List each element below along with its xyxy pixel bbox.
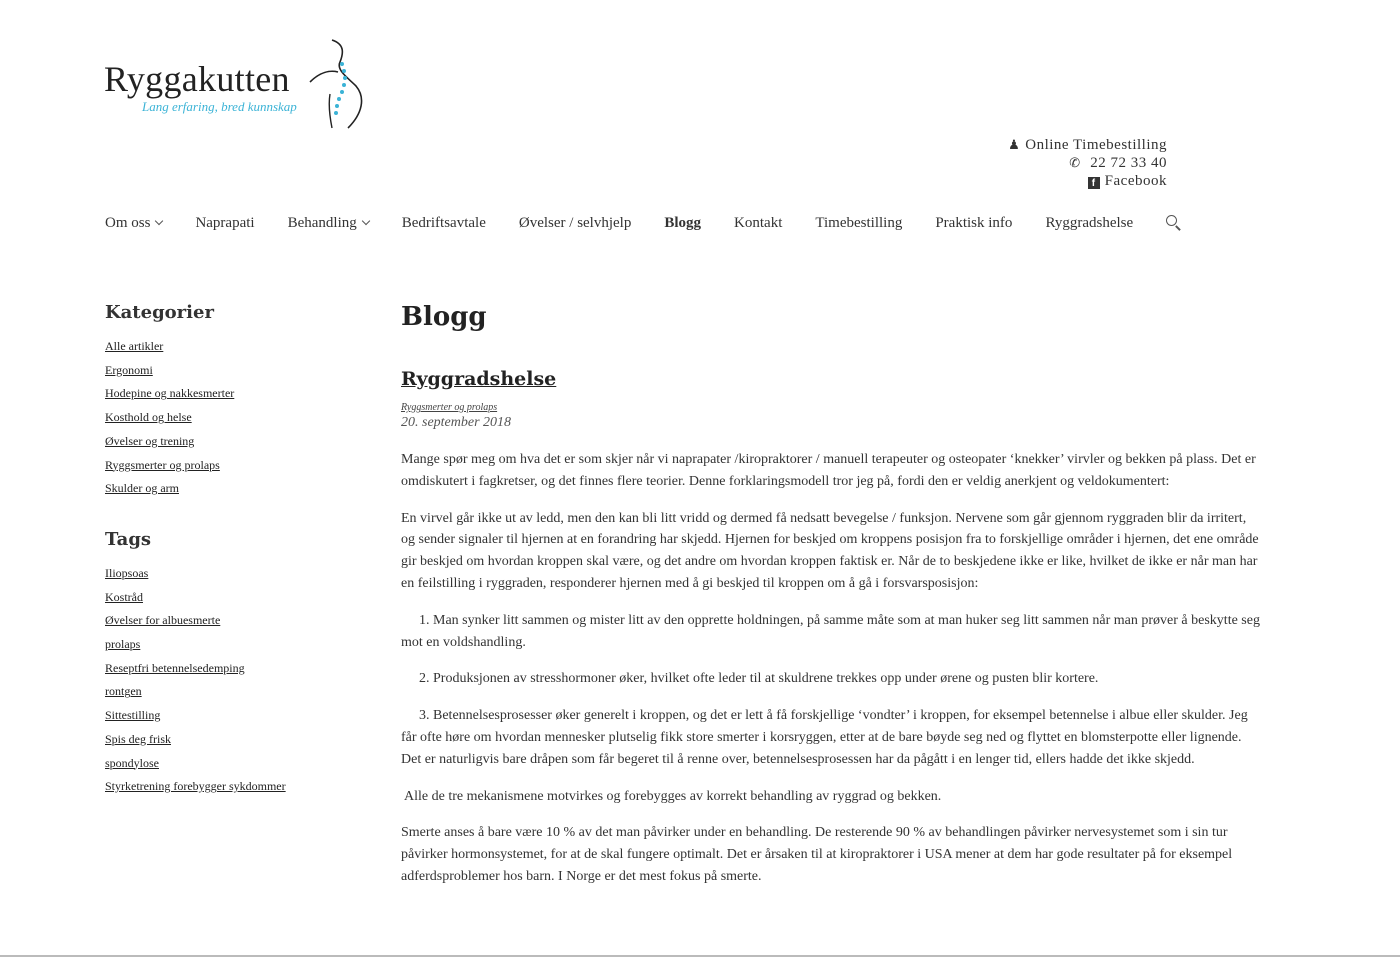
post-category-link[interactable]: Ryggsmerter og prolaps: [401, 402, 498, 413]
tag-item[interactable]: [105, 680, 365, 704]
nav-item-ovelser[interactable]: [519, 215, 631, 232]
nav-item-label: Blogg: [664, 214, 702, 231]
tag-item[interactable]: [105, 728, 365, 752]
tag-link[interactable]: Reseptfri betennelsedemping: [105, 660, 245, 675]
tag-link[interactable]: Øvelser for albuesmerte: [105, 613, 221, 628]
nav-item-naprapati[interactable]: [195, 215, 254, 232]
chevron-down-icon: [361, 216, 369, 224]
tag-item[interactable]: [105, 775, 365, 799]
bottom-divider: [0, 955, 1400, 957]
tag-link[interactable]: Iliopsoas: [105, 565, 149, 580]
nav-item-label: Ryggradshelse: [1045, 214, 1134, 231]
tag-link[interactable]: prolaps: [105, 637, 141, 652]
nav-item-label: Bedriftsavtale: [401, 214, 486, 231]
category-link[interactable]: Ryggsmerter og prolaps: [105, 457, 220, 472]
category-link[interactable]: Kosthold og helse: [105, 410, 192, 425]
category-link[interactable]: Ergonomi: [105, 362, 153, 377]
facebook-icon: f: [1088, 177, 1100, 189]
nav-item-label: Praktisk info: [935, 214, 1013, 231]
tag-link[interactable]: spondylose: [105, 755, 159, 770]
post-paragraph: Mange spør meg om hva det er som skjer når vi naprapater /kiropraktorer / manuell terapeuter og osteopater ‘knekker’ virvler og bekken på plass. Det er omdiskutert i fagkretser, og det finnes flere teorier. Denne forklaringsmodell tror jeg på, fordi den er veldig anerkjent og veldokumentert:: [401, 452, 1256, 489]
categories-list: [105, 335, 365, 501]
sidebar: [105, 302, 365, 827]
phone-link[interactable]: [1007, 154, 1167, 172]
post-list-item: 3. Betennelsesprosesser øker generelt i kroppen, og det er lett å få forskjellige ‘vondter’ i kroppen, for eksempel betennelse i albue eller skulder. Jeg får ofte høre om hvordan mennesker plutselig fikk store smerter i korsryggen, etter at de bare bøyde seg ned og flyttet en blomsterpotte eller lignende. Det er naturligvis bare dråpen som får begeret til å renne over, betennelsesprosessen har da pågått i en lenger tid, ellers hadde det ikke skjedd.: [401, 708, 1248, 767]
tag-item[interactable]: [105, 752, 365, 776]
online-booking-label: Online Timebestilling: [1025, 137, 1167, 153]
logo-tagline: Lang erfaring, bred kunnskap: [142, 99, 297, 114]
post-list-item: 1. Man synker litt sammen og mister litt av den opprette holdningen, på samme måte som at man huker seg litt sammen når man prøver å beskytte seg mot en voldshandling.: [401, 612, 1260, 650]
blog-post: [401, 368, 1261, 888]
online-booking-link[interactable]: [1007, 136, 1167, 154]
tag-link[interactable]: rontgen: [105, 684, 142, 699]
nav-item-behandling[interactable]: [288, 215, 369, 232]
tag-link[interactable]: Sittestilling: [105, 708, 161, 723]
nav-item-om-oss[interactable]: [105, 215, 162, 232]
tag-item[interactable]: [105, 609, 365, 633]
search-icon[interactable]: [1166, 215, 1182, 231]
post-date: 20. september 2018: [401, 415, 512, 430]
tag-link[interactable]: Styrketrening forebygger sykdommer: [105, 779, 286, 794]
nav-item-praktisk-info[interactable]: [935, 215, 1012, 232]
category-item[interactable]: [105, 454, 365, 478]
post-paragraph: En virvel går ikke ut av ledd, men den kan bli litt vridd og dermed få nedsatt bevegelse / funksjon. Nervene som går gjennom ryggraden blir da irritert, og sender signaler til hjernen at en forandring har skjedd. Hjernen for beskjed om kroppens posisjon fra to forskjellige områder i hjernen, det ene område gir beskjed om hvordan kroppen skal være, og det andre om hvordan kroppen faktisk er. Når de to beskjedene ikke er like, hvilket de ikke er når man har en feilstilling i ryggraden, responderer hjernen med å gi beskjed til kroppen om å gå i forsvarsposisjon:: [401, 510, 1259, 591]
tags-heading: Tags: [105, 528, 152, 550]
categories-heading: Kategorier: [105, 302, 214, 323]
tag-link[interactable]: Kostråd: [105, 589, 143, 604]
post-title-link[interactable]: Ryggradshelse: [401, 368, 557, 390]
category-link[interactable]: Hodepine og nakkesmerter: [105, 386, 235, 401]
post-paragraph: Alle de tre mekanismene motvirkes og forebygges av korrekt behandling av ryggrad og bekken.: [404, 788, 942, 804]
tag-item[interactable]: [105, 633, 365, 657]
nav-item-label: Behandling: [287, 214, 357, 231]
top-utility-links: [1007, 136, 1167, 190]
site-logo[interactable]: [104, 36, 374, 132]
nav-item-label: Kontakt: [734, 214, 783, 231]
post-paragraph: Smerte anses å bare være 10 % av det man påvirker under en behandling. De resterende 90 % av behandlingen påvirker nervesystemet som i sin tur påvirker hormonsystemet, for at de skal fungere optimalt. Det er årsaken til at kiropraktorer i USA mener at dem har gode resultater på for eksempel adferdsproblemer hos barn. I Norge er det mest fokus på smerte.: [401, 825, 1233, 884]
logo-name: Ryggakutten: [104, 59, 290, 99]
nav-item-timebestilling[interactable]: [815, 215, 902, 232]
nav-item-kontakt[interactable]: [734, 215, 782, 232]
nav-item-label: Timebestilling: [815, 214, 903, 231]
category-link[interactable]: Skulder og arm: [105, 481, 179, 496]
nav-item-label: Naprapati: [195, 214, 255, 231]
tag-link[interactable]: Spis deg frisk: [105, 731, 171, 746]
main-content: [401, 302, 1261, 903]
tags-list: [105, 562, 365, 799]
category-link[interactable]: Øvelser og trening: [105, 433, 195, 448]
category-item[interactable]: [105, 430, 365, 454]
nav-item-bedriftsavtale[interactable]: [402, 215, 486, 232]
chevron-down-icon: [155, 216, 163, 224]
category-link[interactable]: Alle artikler: [105, 339, 164, 353]
page-title: Blogg: [401, 302, 487, 332]
spine-icon: [304, 36, 370, 132]
phone-number: 22 72 33 40: [1090, 155, 1167, 171]
post-list-item: 2. Produksjonen av stresshormoner øker, hvilket ofte leder til at skuldrene trekkes opp under ørene og pusten blir kortere.: [419, 671, 1099, 687]
facebook-label: Facebook: [1104, 173, 1167, 189]
user-icon: ♟: [1008, 137, 1021, 152]
category-item[interactable]: [105, 359, 365, 383]
nav-item-ryggradshelse[interactable]: [1045, 215, 1133, 232]
nav-item-blogg[interactable]: [664, 215, 701, 232]
main-nav: [105, 213, 1182, 233]
facebook-link[interactable]: [1007, 172, 1167, 190]
phone-icon: ✆: [1069, 155, 1081, 170]
tag-item[interactable]: [105, 562, 365, 586]
nav-item-label: Om oss: [105, 214, 151, 231]
category-item[interactable]: [105, 406, 365, 430]
tag-item[interactable]: [105, 704, 365, 728]
category-item[interactable]: [105, 477, 365, 501]
category-item[interactable]: [105, 335, 365, 359]
tag-item[interactable]: [105, 586, 365, 610]
nav-item-label: Øvelser / selvhjelp: [518, 214, 632, 231]
category-item[interactable]: [105, 382, 365, 406]
tag-item[interactable]: [105, 657, 365, 681]
